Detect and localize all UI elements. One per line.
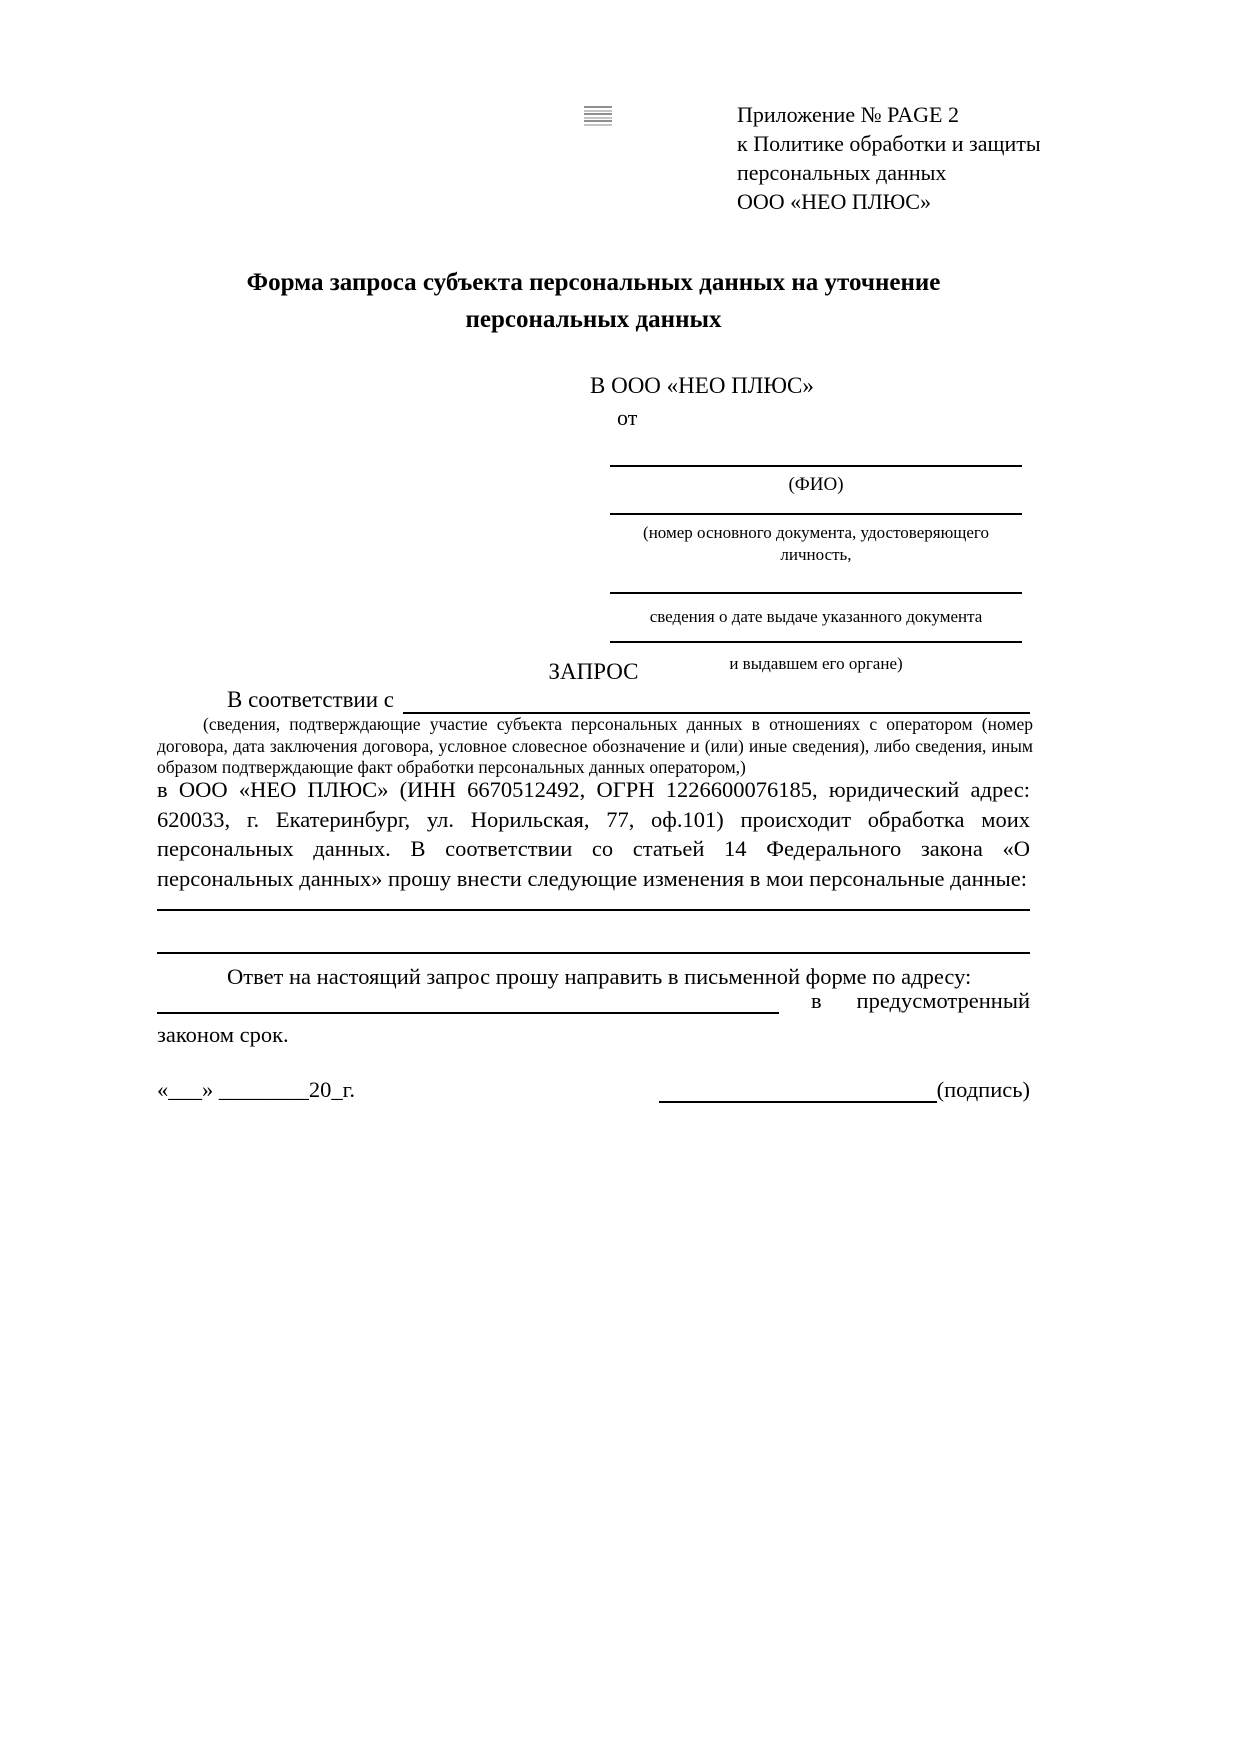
signature-caption: (подпись)	[936, 1077, 1030, 1102]
grounds-blank[interactable]	[403, 690, 1030, 714]
changes-blank-line[interactable]	[157, 890, 1030, 911]
request-heading: ЗАПРОС	[548, 659, 639, 684]
appendix-line: персональных данных	[737, 160, 947, 185]
response-line: Ответ на настоящий запрос прошу направить в письменной форме по адресу:	[227, 964, 972, 989]
addressee-block	[590, 371, 1022, 675]
response-word-in: в	[811, 988, 822, 1013]
fio-caption: (ФИО)	[788, 474, 844, 495]
fio-blank[interactable]	[610, 433, 1022, 467]
request-footnote: (сведения, подтверждающие участие субъекта персональных данных в отношениях с оператором (номер договора, дата заключения договора, условное словесное обозначение и (или) иные сведения), либо сведения, иным образом подтверждающие факт обработки персональных данных оператором,)	[157, 714, 1033, 777]
response-word-due: предусмотренный	[856, 988, 1030, 1013]
address-blank[interactable]	[157, 990, 779, 1014]
doc-number-caption: (номер основного документа, удостоверяющего личность,	[643, 523, 989, 564]
issue-date-blank[interactable]	[610, 566, 1022, 594]
response-tail: законом срок.	[157, 1022, 289, 1047]
form-title: Форма запроса субъекта персональных данных на уточнение персональных данных	[246, 269, 941, 333]
request-intro-text: В соответствии с	[227, 687, 395, 712]
date-field[interactable]: «___» ________20_г.	[157, 1077, 355, 1102]
addressee-to: В ООО «НЕО ПЛЮС»	[590, 373, 814, 398]
issuer-blank[interactable]	[610, 628, 1022, 643]
issuer-caption: и выдавшем его органе)	[729, 654, 903, 673]
appendix-line: ООО «НЕО ПЛЮС»	[737, 189, 931, 214]
appendix-line: Приложение № PAGE 2	[737, 102, 959, 127]
appendix-header	[737, 100, 1067, 216]
word-field-shading-icon	[584, 106, 612, 127]
addressee-from-label: от	[617, 405, 638, 430]
signature-blank[interactable]	[659, 1079, 937, 1103]
issue-date-caption: сведения о дате выдаче указанного документа	[649, 607, 983, 626]
response-address-row	[157, 988, 1030, 1014]
doc-number-blank[interactable]	[610, 496, 1022, 515]
changes-blank-line[interactable]	[157, 933, 1030, 954]
request-intro-row	[157, 686, 1030, 714]
date-signature-row	[157, 1074, 1030, 1103]
appendix-line: к Политике обработки и защиты	[737, 131, 1041, 156]
request-body: в ООО «НЕО ПЛЮС» (ИНН 6670512492, ОГРН 1226600076185, юридический адрес: 620033, г. Екатеринбург, ул. Норильская, 77, оф.101) происходит обработка моих персональных данных. В соответствии со статьей 14 Федерального закона «О персональных данных» прошу внести следующие изменения в мои персональные данные:	[157, 777, 1030, 891]
